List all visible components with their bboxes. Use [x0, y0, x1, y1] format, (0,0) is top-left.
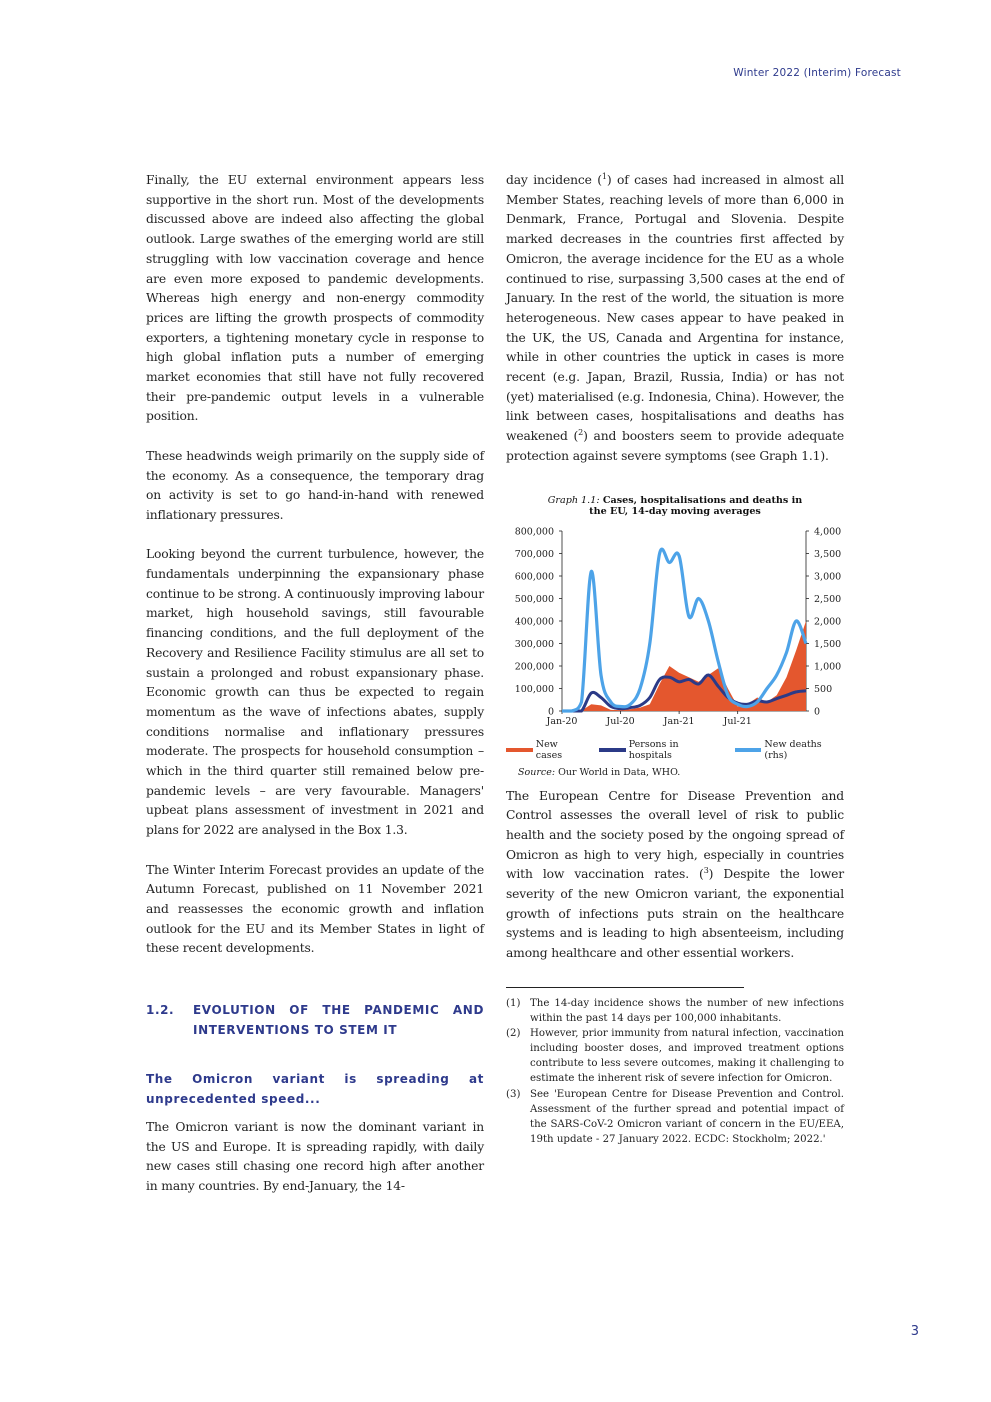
- running-header: Winter 2022 (Interim) Forecast: [733, 67, 901, 79]
- left-tick-label: 500,000: [514, 593, 554, 605]
- legend-label: Persons in hospitals: [628, 738, 679, 761]
- paragraph: The Omicron variant is now the dominant variant in the US and Europe. It is spreading rapidly, with daily new cases still chasing one record high after another in many countries. By end-January, the 14-: [146, 1120, 484, 1194]
- left-column: [146, 171, 484, 1197]
- footnote-ref[interactable]: 2: [578, 428, 584, 438]
- subheading: The Omicron variant is spreading at unprecedented speed...: [146, 1072, 484, 1106]
- legend-swatch: [599, 748, 626, 752]
- x-tick-label: Jul-20: [606, 715, 635, 727]
- x-tick-label: Jan-20: [546, 715, 578, 727]
- footnote-ref[interactable]: 1: [601, 171, 607, 181]
- footnote-ref[interactable]: 3: [703, 866, 709, 876]
- x-tick-label: Jan-21: [663, 715, 695, 727]
- right-tick-label: 3,500: [814, 548, 842, 560]
- right-tick-label: 0: [814, 706, 821, 718]
- paragraph: The Winter Interim Forecast provides an update of the Autumn Forecast, published on 11 November 2021 and reassesses the economic growth and inflation outlook for the EU and its Member States in light of these recent developments.: [146, 862, 484, 956]
- footnote: (3) See 'European Centre for Disease Prevention and Control. Assessment of the further spread and potential impact of the SARS-CoV-2 Omicron variant of concern in the EU/EEA, 19th update - 27 January 2022. ECDC: Stockholm; 2022.': [506, 1088, 844, 1145]
- footnote: (1) The 14-day incidence shows the number of new infections within the past 14 days per 100,000 inhabitants.: [506, 997, 844, 1024]
- right-tick-label: 2,000: [814, 616, 842, 628]
- left-tick-label: 800,000: [514, 526, 554, 538]
- right-tick-label: 500: [814, 683, 833, 695]
- right-tick-label: 2,500: [814, 593, 842, 605]
- left-tick-label: 700,000: [514, 548, 554, 560]
- legend-item-hospital: [599, 739, 721, 761]
- x-tick-label: Jul-21: [723, 715, 752, 727]
- chart-legend: [506, 739, 844, 761]
- left-tick-label: 400,000: [514, 616, 554, 628]
- paragraph: Looking beyond the current turbulence, however, the fundamentals underpinning the expansionary phase continue to be strong. A continuously improving labour market, high household savings, still favourable financing conditions, and the full deployment of the Recovery and Resilience Facility stimulus are all set to sustain a prolonged and robust expansionary phase. Economic growth can thus be expected to regain momentum as the wave of infections abates, supply conditions normalise and inflationary pressures moderate. The prospects for household consumption – which in the third quarter still remained below pre-pandemic levels – are very favourable. Managers' upbeat plans assessment of investment in 2021 and plans for 2022 are analysed in the Box 1.3.: [146, 547, 484, 838]
- legend-label: New cases: [535, 738, 563, 761]
- figure-title: [546, 495, 804, 517]
- paragraph: Finally, the EU external environment appears less supportive in the short run. Most of the developments discussed above are indeed also affecting the global outlook. Large swathes of the emerging world are still struggling with low vaccination coverage and hence are even more exposed to pandemic developments. Whereas high energy and non-energy commodity prices are lifting the growth prospects of commodity exporters, a tightening monetary cycle in response to high global inflation puts a number of emerging market economies that still have not fully recovered their pre-pandemic output levels in a vulnerable position.: [146, 173, 484, 424]
- footnotes: [506, 996, 844, 1147]
- left-tick-label: 0: [547, 706, 554, 718]
- right-column: [506, 171, 844, 1147]
- chart: [506, 517, 844, 739]
- section-number: 1.2.: [146, 1003, 175, 1018]
- right-tick-label: 3,000: [814, 571, 842, 583]
- graph-1-1: [506, 495, 844, 787]
- left-tick-label: 200,000: [514, 661, 554, 673]
- legend-item-deaths: [735, 739, 844, 761]
- legend-swatch: [506, 748, 533, 752]
- right-tick-label: 4,000: [814, 526, 842, 538]
- legend-label: New deaths (rhs): [764, 738, 822, 761]
- section-heading: [146, 1001, 484, 1040]
- left-tick-label: 600,000: [514, 571, 554, 583]
- paragraph: The European Centre for Disease Prevention and Control assesses the overall level of risk to public health and the society posed by the ongoing spread of Omicron as high to very high, especially in countries with low vaccination rates. ($^3$) Despite the lower severity of the new Omicron variant, the exponential growth of infections puts strain on the healthcare systems and is leading to high absenteeism, including among healthcare and other essential workers.: [506, 788, 844, 961]
- footnote-separator: [506, 987, 744, 988]
- figure-title-text: Cases, hospitalisations and deaths in the EU, 14-day moving averages: [589, 494, 803, 517]
- right-tick-label: 1,500: [814, 638, 842, 650]
- section-title: EVOLUTION OF THE PANDEMIC AND INTERVENTIONS TO STEM IT: [193, 1003, 484, 1037]
- left-tick-label: 100,000: [514, 683, 554, 695]
- figure-label: Graph 1.1:: [547, 494, 600, 506]
- legend-swatch: [735, 748, 762, 752]
- paragraph: day incidence ($^1$) of cases had increased in almost all Member States, reaching levels of more than 6,000 in Denmark, France, Portugal and Slovenia. Despite marked decreases in the countries first affected by Omicron, the average incidence for the EU as a whole continued to rise, surpassing 3,500 cases at the end of January. In the rest of the world, the situation is more heterogeneous. New cases appear to have peaked in the UK, the US, Canada and Argentina for instance, while in other countries the uptick in cases is more recent (e.g. Japan, Brazil, Russia, India) or has not (yet) materialised (e.g. Indonesia, China). However, the link between cases, hospitalisations and deaths has weakened ($^2$) and boosters seem to provide adequate protection against severe symptoms (see Graph 1.1).: [506, 171, 844, 463]
- legend-item-new-cases: [506, 739, 585, 761]
- left-tick-label: 300,000: [514, 638, 554, 650]
- paragraph: These headwinds weigh primarily on the supply side of the economy. As a consequence, the temporary drag on activity is set to go hand-in-hand with renewed inflationary pressures.: [146, 448, 484, 522]
- page-number: 3: [910, 1324, 919, 1339]
- right-tick-label: 1,000: [814, 661, 842, 673]
- footnote: (2) However, prior immunity from natural infection, vaccination including booster doses, and improved treatment options contribute to less severe outcomes, making it challenging to estimate the inherent risk of severe infection for Omicron.: [506, 1028, 844, 1085]
- figure-source: Source: Our World in Data, WHO.: [518, 766, 681, 778]
